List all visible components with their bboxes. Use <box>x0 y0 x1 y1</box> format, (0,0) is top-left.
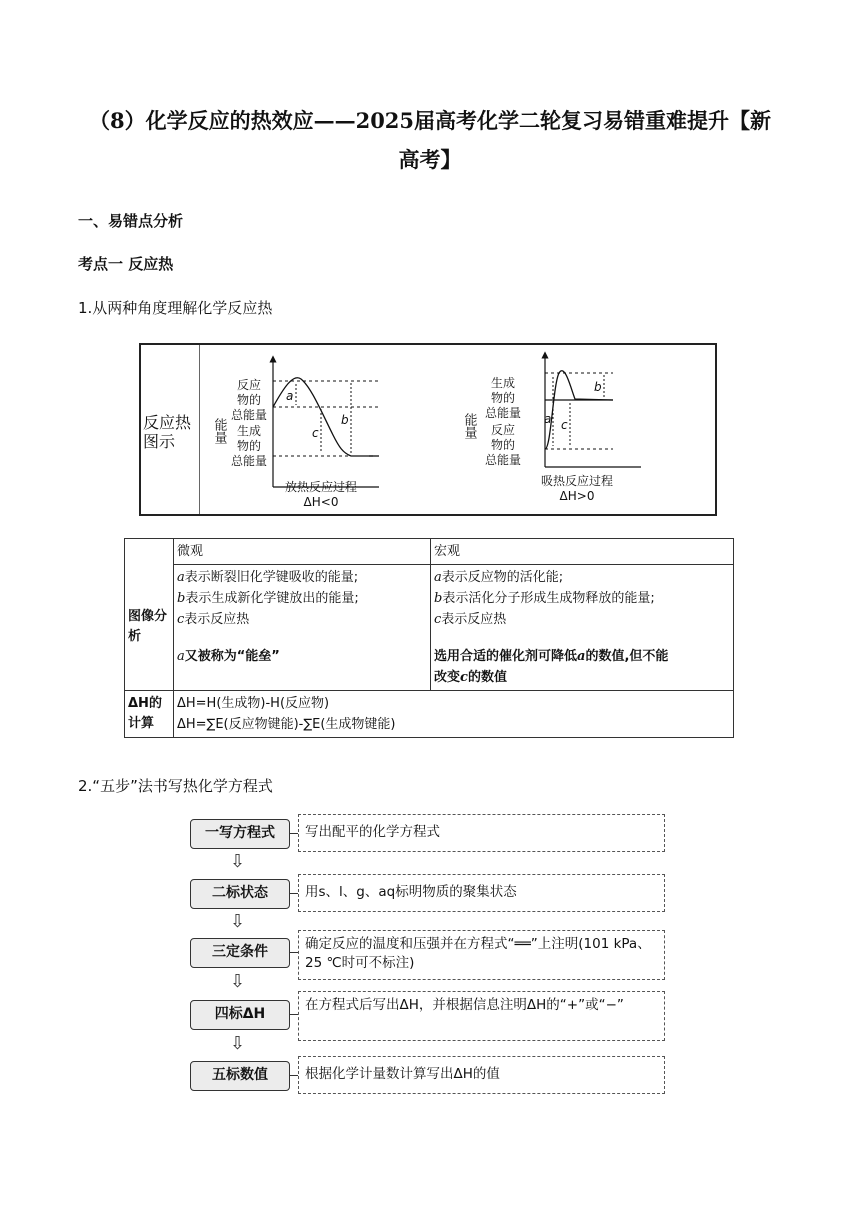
formula-1: ΔH=H(生成物)-H(反应物) <box>177 696 330 711</box>
macro-line-4a: 选用合适的催化剂可降低 <box>434 649 578 664</box>
energy-diagrams <box>141 345 719 518</box>
right-product-l3: 总能量 <box>484 406 522 420</box>
step-3-box: 三定条件 <box>190 938 290 968</box>
right-y-axis-label: 能量 <box>461 413 477 439</box>
right-reactant-label <box>485 422 521 467</box>
five-step-flowchart <box>188 812 668 1097</box>
right-reactant-l1: 反应 <box>490 423 516 437</box>
table-row-analysis <box>125 565 734 691</box>
left-y-axis-label: 能量 <box>211 418 227 444</box>
reaction-heat-figure <box>139 343 717 516</box>
step-4-connector <box>290 1014 298 1015</box>
right-dh-caption: ΔH>0 <box>559 489 595 503</box>
row-label-calculation: ΔH的计算 <box>125 691 174 738</box>
macro-line-3: 表示反应热 <box>441 612 507 627</box>
micro-line-3: 表示反应热 <box>184 612 250 627</box>
step-1-connector <box>290 833 298 834</box>
right-a-label: a <box>544 412 552 426</box>
left-product-l2: 物的 <box>236 439 262 453</box>
down-arrow-icon: ⇩ <box>230 971 246 992</box>
micro-line-4: 又被称为“能垒” <box>184 649 280 664</box>
row-label-line-2: 图示 <box>143 432 176 451</box>
left-reactant-l1: 反应 <box>236 378 262 392</box>
header-micro: 微观 <box>174 539 431 565</box>
header-macro: 宏观 <box>431 539 734 565</box>
macro-line-5b: 的数值 <box>467 670 507 685</box>
formula-2: ΔH=∑E(反应物键能)-∑E(生成物键能) <box>177 717 396 732</box>
calculation-cell <box>174 691 734 738</box>
section-heading: 一、易错点分析 <box>78 212 184 230</box>
down-arrow-icon: ⇩ <box>230 1033 246 1054</box>
step-5-desc: 根据化学计量数计算写出ΔH的值 <box>298 1056 665 1094</box>
right-product-label <box>485 375 521 420</box>
step-5-connector <box>290 1075 298 1076</box>
table-header-row <box>125 539 734 565</box>
left-product-l1: 生成 <box>236 424 262 438</box>
right-reactant-l2: 物的 <box>490 438 516 452</box>
right-reactant-l3: 总能量 <box>484 453 522 467</box>
kaodian-heading: 考点一 反应热 <box>78 255 174 273</box>
step-3-connector <box>290 952 298 953</box>
macro-cell: a表示反应物的活化能; b表示活化分子形成生成物释放的能量; c表示反应热 选用合适的催化剂可降低a的数值,但不能 改变c的数值 <box>431 565 734 691</box>
right-x-caption: 吸热反应过程 <box>540 474 614 488</box>
left-a-label: a <box>286 389 294 403</box>
macro-line-5a: 改变 <box>434 670 461 685</box>
page-title-line-2: 高考】 <box>398 147 462 172</box>
step-3-desc: 确定反应的温度和压强并在方程式“══”上注明(101 kPa、25 ℃时可不标注) <box>298 930 665 980</box>
step-2-desc: 用s、l、g、aq标明物质的聚集状态 <box>298 874 665 912</box>
right-b-label: b <box>594 380 602 394</box>
analysis-table <box>124 538 734 738</box>
macro-line-4b: 的数值,但不能 <box>585 649 669 664</box>
left-product-label <box>231 423 267 468</box>
exothermic-diagram <box>212 359 382 509</box>
page-title-line-1: （8）化学反应的热效应——2025届高考化学二轮复习易错重难提升【新 <box>88 108 772 133</box>
micro-cell: a表示断裂旧化学键吸收的能量; b表示生成新化学键放出的能量; c表示反应热 a又被称为“能垒” <box>174 565 431 691</box>
step-5-box: 五标数值 <box>190 1061 290 1091</box>
right-c-label: c <box>561 418 568 432</box>
row-label-analysis: 图像分析 <box>125 565 174 691</box>
micro-line-1: 表示断裂旧化学键吸收的能量; <box>184 570 359 585</box>
left-x-caption: 放热反应过程 <box>284 480 358 494</box>
left-reactant-l2: 物的 <box>236 393 262 407</box>
down-arrow-icon: ⇩ <box>230 911 246 932</box>
micro-line-2: 表示生成新化学键放出的能量; <box>185 591 359 606</box>
left-b-label: b <box>341 413 349 427</box>
right-product-l2: 物的 <box>490 391 516 405</box>
left-product-l3: 总能量 <box>230 454 268 468</box>
left-reactant-label <box>231 377 267 422</box>
left-reactant-l3: 总能量 <box>230 408 268 422</box>
left-c-label: c <box>312 426 319 440</box>
left-dh-caption: ΔH<0 <box>303 495 339 509</box>
table-corner-cell <box>125 539 174 565</box>
down-arrow-icon: ⇩ <box>230 851 246 872</box>
endothermic-diagram <box>462 355 642 503</box>
step-4-desc: 在方程式后写出ΔH，并根据信息注明ΔH的“+”或“−” <box>298 991 665 1041</box>
table-row-calculation <box>125 691 734 738</box>
item-1-text: 1.从两种角度理解化学反应热 <box>78 299 273 317</box>
step-1-desc: 写出配平的化学方程式 <box>298 814 665 852</box>
macro-line-1: 表示反应物的活化能; <box>441 570 564 585</box>
macro-line-2: 表示活化分子形成生成物释放的能量; <box>442 591 655 606</box>
step-1-box: 一写方程式 <box>190 819 290 849</box>
item-2-text: 2.“五步”法书写热化学方程式 <box>78 777 273 795</box>
row-label-line-1: 反应热 <box>143 413 192 432</box>
step-4-box: 四标ΔH <box>190 1000 290 1030</box>
step-2-connector <box>290 893 298 894</box>
step-2-box: 二标状态 <box>190 879 290 909</box>
right-product-l1: 生成 <box>490 376 516 390</box>
